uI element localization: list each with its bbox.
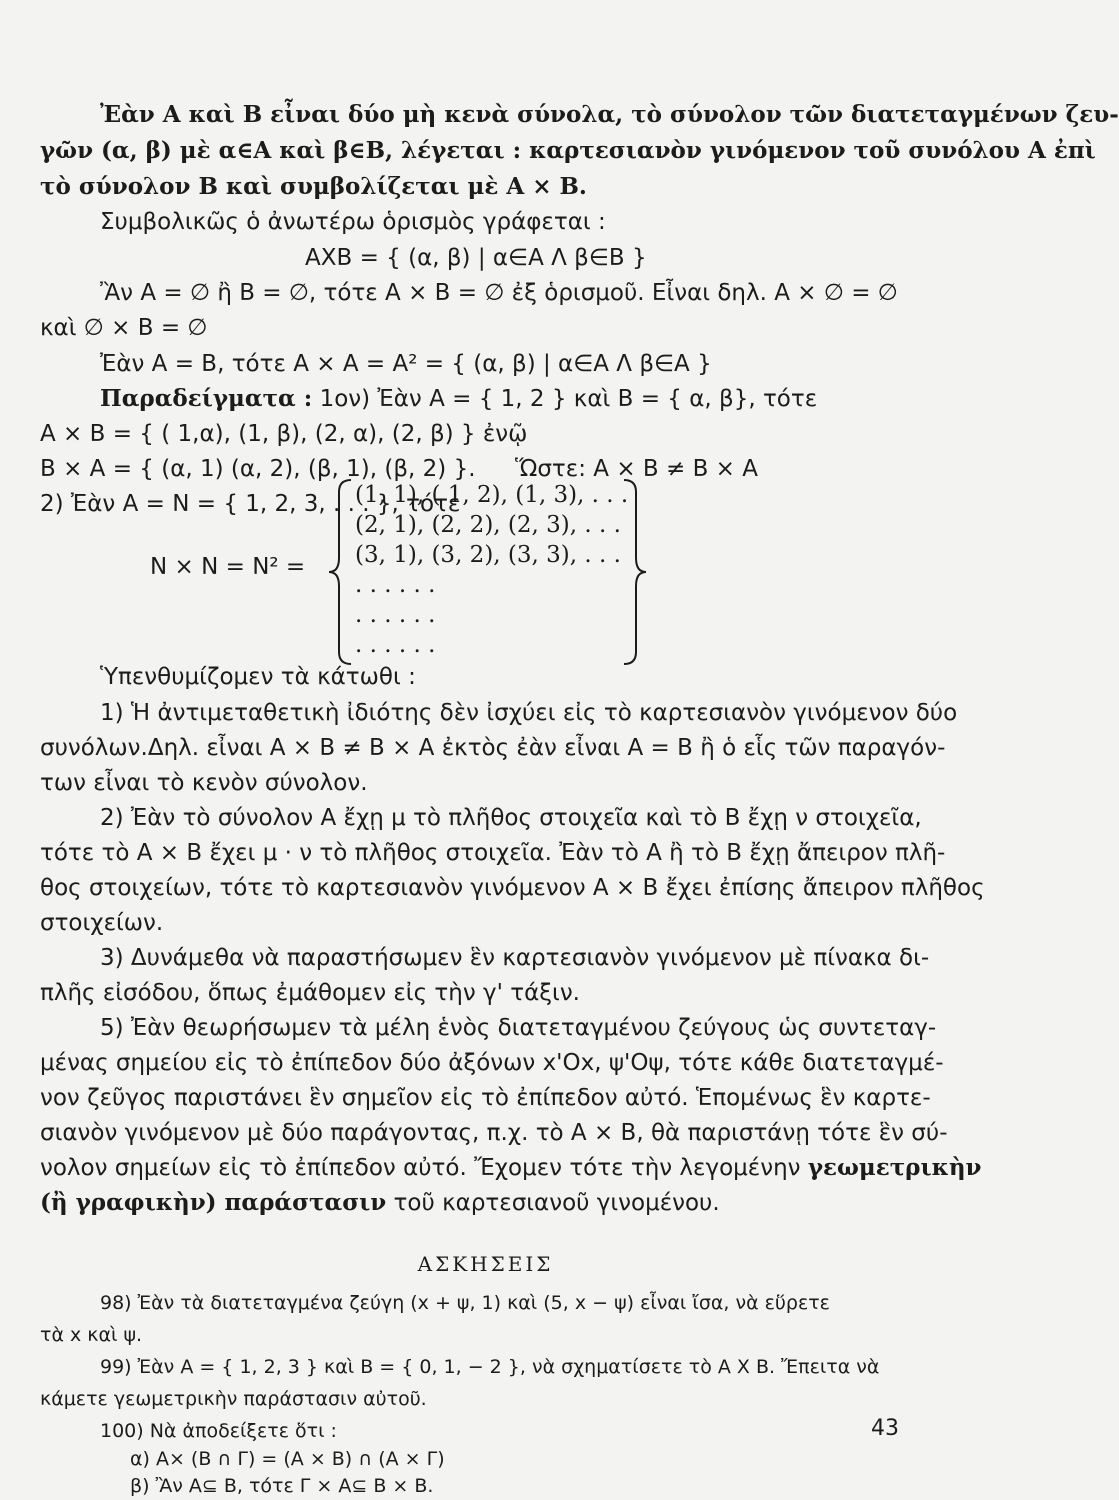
remark-5-line-5-text: νολον σημείων εἰς τὸ ἐπίπεδον αὐτό. Ἔχομεν τότε τὴν λεγομένην	[40, 1155, 808, 1181]
definition-line-2: γῶν (α, β) μὲ α∈Α καὶ β∈Β, λέγεται : καρτεσιανὸν γινόμενον τοῦ συνόλου Α ἐπὶ	[40, 137, 1096, 164]
remark-1-line-1: 1) Ἡ ἀντιμεταθετικὴ ἰδιότης δὲν ἰσχύει εἰς τὸ καρτεσιανὸν γινόμενον δύο	[100, 700, 958, 726]
left-brace	[325, 478, 355, 666]
square-definition: Ἐὰν Α = Β, τότε Α × Α = Α² = { (α, β) | α∈Α Λ β∈Α }	[100, 351, 712, 377]
exercise-99-line-2: κάμετε γεωμετρικὴν παράστασιν αὐτοῦ.	[40, 1388, 427, 1410]
remark-5-line-6	[40, 1188, 720, 1218]
exercise-100-a: α) Α× (Β ∩ Γ) = (Α × Β) ∩ (Α × Γ)	[130, 1448, 445, 1470]
exercise-99-line-1: 99) Ἐὰν Α = { 1, 2, 3 } καὶ Β = { 0, 1, − 2 }, νὰ σχηματίσετε τὸ Α Χ Β. Ἔπειτα νὰ	[100, 1356, 880, 1378]
nxn-label: Ν × Ν = Ν² =	[150, 554, 306, 580]
matrix-row-3: (3, 1), (3, 2), (3, 3), . . .	[355, 542, 621, 568]
term-graphic-representation: (ἢ γραφικὴν) παράστασιν	[40, 1189, 387, 1216]
remark-2-line-4: στοιχείων.	[40, 910, 164, 936]
definition-line-3: τὸ σύνολον Β καὶ συμβολίζεται μὲ Α × Β.	[40, 173, 587, 200]
remark-5-line-3: νον ζεῦγος παριστάνει ἓν σημεῖον εἰς τὸ ἐπίπεδον αὐτό. Ἑπομένως ἓν καρτε-	[40, 1085, 931, 1111]
remark-5-line-1: 5) Ἐὰν θεωρήσωμεν τὰ μέλη ἑνὸς διατεταγμένου ζεύγους ὡς συντεταγ-	[100, 1015, 937, 1041]
remark-3-line-2: πλῆς εἰσόδου, ὅπως ἐμάθομεν εἰς τὴν γ' τάξιν.	[40, 980, 580, 1006]
matrix-row-6: . . . . . .	[355, 632, 436, 658]
exercise-100-b: β) Ἂν Α⊆ Β, τότε Γ × Α⊆ Β × Β.	[130, 1475, 434, 1497]
examples-heading: Παραδείγματα :	[100, 385, 313, 412]
example-2-intro: 2) Ἐὰν Α = Ν = { 1, 2, 3, . . . }, τότε	[40, 491, 461, 517]
right-brace	[620, 478, 650, 666]
exercise-100: 100) Νὰ ἀποδείξετε ὅτι :	[100, 1420, 337, 1442]
remark-1-line-3: των εἶναι τὸ κενὸν σύνολον.	[40, 770, 368, 796]
example-1-product-ab: Α × Β = { ( 1,α), (1, β), (2, α), (2, β) } ἐνῷ	[40, 421, 528, 447]
remark-5-line-2: μένας σημείου εἰς τὸ ἐπίπεδον δύο ἀξόνων x'Ox, ψ'Oψ, τότε κάθε διατεταγμέ-	[40, 1050, 944, 1076]
matrix-row-2: (2, 1), (2, 2), (2, 3), . . .	[355, 512, 621, 538]
exercise-98-line-2: τὰ x καὶ ψ.	[40, 1324, 143, 1346]
remark-5-line-6-text: τοῦ καρτεσιανοῦ γινομένου.	[386, 1190, 720, 1216]
example-1-product-ba: Β × Α = { (α, 1) (α, 2), (β, 1), (β, 2) }.	[40, 456, 476, 482]
remark-5-line-4: σιανὸν γινόμενον μὲ δύο παράγοντας, π.χ. τὸ Α × Β, θὰ παριστάνῃ τότε ἓν σύ-	[40, 1120, 948, 1146]
definition-line-1: Ἐὰν Α καὶ Β εἶναι δύο μὴ κενὰ σύνολα, τὸ σύνολον τῶν διατεταγμένων ζευ-	[100, 101, 1119, 128]
matrix-row-1: (1, 1), ( 1, 2), (1, 3), . . .	[355, 482, 629, 508]
examples-line-1	[100, 384, 817, 414]
remark-5-line-5	[40, 1153, 982, 1183]
term-geometric: γεωμετρικὴν	[807, 1154, 982, 1181]
remark-2-line-1: 2) Ἐὰν τὸ σύνολον Α ἔχῃ μ τὸ πλῆθος στοιχεῖα καὶ τὸ Β ἔχῃ ν στοιχεῖα,	[100, 805, 922, 831]
remark-2-line-3: θος στοιχείων, τότε τὸ καρτεσιανὸν γινόμενον Α × Β ἔχει ἐπίσης ἄπειρον πλῆθος	[40, 875, 985, 901]
exercise-98-line-1: 98) Ἐὰν τὰ διατεταγμένα ζεύγη (x + ψ, 1) καὶ (5, x − ψ) εἶναι ἴσα, νὰ εὕρετε	[100, 1292, 830, 1314]
matrix-row-4: . . . . . .	[355, 572, 436, 598]
example-1-conclusion: Ὥστε: Α × Β ≠ Β × Α	[515, 456, 758, 482]
remark-2-line-2: τότε τὸ Α × Β ἔχει μ · ν τὸ πλῆθος στοιχεῖα. Ἐὰν τὸ Α ἢ τὸ Β ἔχῃ ἄπειρον πλῆ-	[40, 840, 946, 866]
set-builder-formula: ΑΧΒ = { (α, β) | α∈Α Λ β∈Β }	[305, 245, 647, 271]
example-1-text: 1ον) Ἐὰν Α = { 1, 2 } καὶ Β = { α, β}, τότε	[319, 386, 818, 412]
remark-1-line-2: συνόλων.Δηλ. εἶναι Α × Β ≠ Β × Α ἐκτὸς ἐὰν εἶναι Α = Β ἢ ὁ εἷς τῶν παραγόν-	[40, 735, 946, 761]
exercises-heading: ΑΣΚΗΣΕΙΣ	[417, 1252, 554, 1276]
matrix-row-5: . . . . . .	[355, 602, 436, 628]
nxn-set-array	[150, 478, 670, 666]
page-number: 43	[871, 1416, 899, 1441]
remarks-intro: Ὑπενθυμίζομεν τὰ κάτωθι :	[100, 664, 416, 690]
symbolic-intro: Συμβολικῶς ὁ ἀνωτέρω ὁρισμὸς γράφεται :	[100, 209, 606, 235]
empty-set-rule-cont: καὶ ∅ × Β = ∅	[40, 315, 208, 341]
remark-3-line-1: 3) Δυνάμεθα νὰ παραστήσωμεν ἓν καρτεσιανὸν γινόμενον μὲ πίνακα δι-	[100, 945, 930, 971]
empty-set-rule: Ἂν Α = ∅ ἢ Β = ∅, τότε Α × Β = ∅ ἐξ ὁρισμοῦ. Εἶναι δηλ. Α × ∅ = ∅	[100, 280, 898, 306]
